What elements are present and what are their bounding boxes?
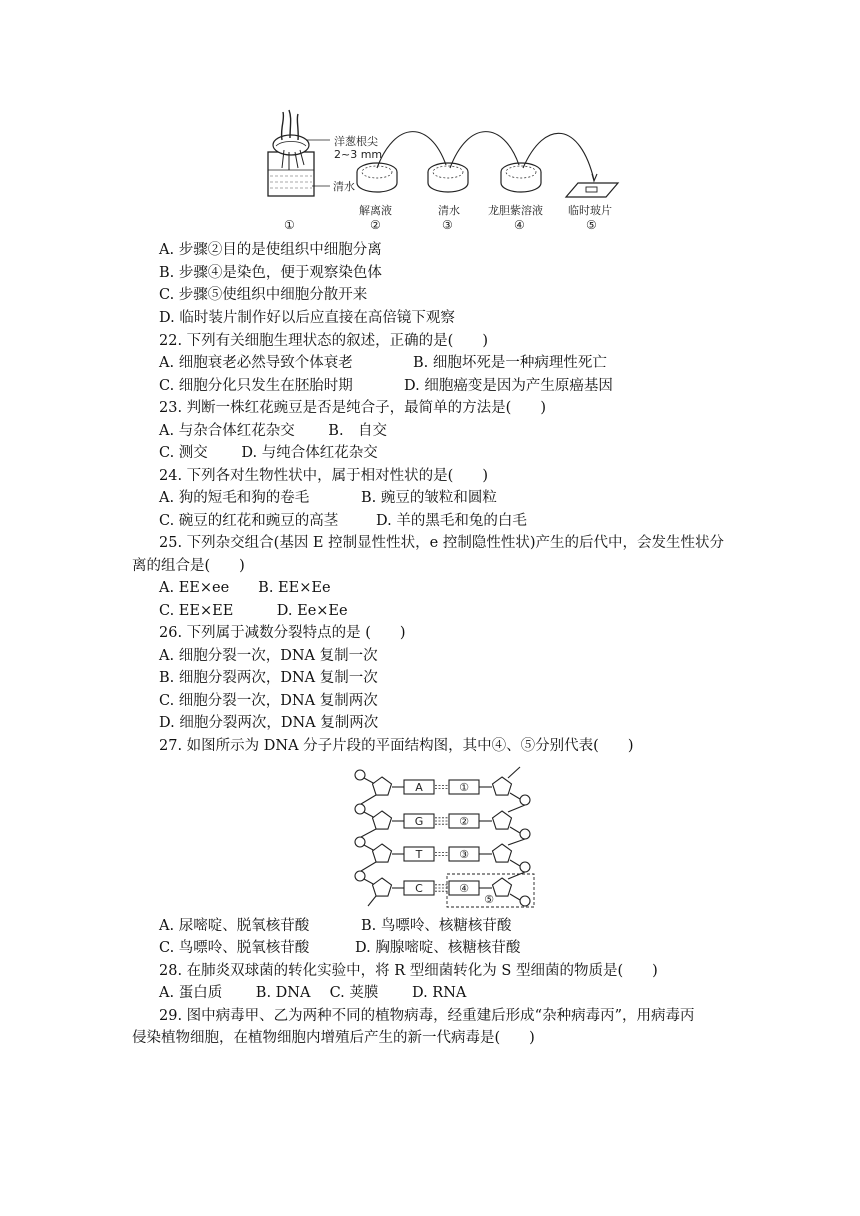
q26-stem: 26. 下列属于减数分裂特点的是 ( ) xyxy=(159,625,406,641)
deoxyribose-pentagon xyxy=(373,844,392,862)
phosphate-circle xyxy=(520,829,530,839)
deoxyribose-pentagon xyxy=(373,777,392,795)
q29-stem-line1: 29. 图中病毒甲、乙为两种不同的植物病毒，经重建后形成“杂种病毒丙”，用病毒丙 xyxy=(159,1008,695,1024)
phosphate-circle xyxy=(355,770,365,780)
q28-stem: 28. 在肺炎双球菌的转化实验中，将 R 型细菌转化为 S 型细菌的物质是( ) xyxy=(159,963,658,979)
q26-option-a: A. 细胞分裂一次，DNA 复制一次 xyxy=(159,648,378,664)
q22-option-a: A. 细胞衰老必然导致个体衰老 xyxy=(159,355,353,371)
q24-option-a: A. 狗的短毛和狗的卷毛 xyxy=(159,490,310,506)
q25-options-row2: C. EE×EE D. Ee×Ee xyxy=(159,603,348,619)
deoxyribose-pentagon xyxy=(373,811,392,829)
phosphate-circle xyxy=(355,804,365,814)
q22-option-b: B. 细胞坏死是一种病理性死亡 xyxy=(413,355,607,371)
q26-option-d: D. 细胞分裂两次，DNA 复制两次 xyxy=(159,715,379,731)
q25-stem-line1: 25. 下列杂交组合(基因 E 控制显性性状，e 控制隐性性状)产生的后代中，会发生性状分 xyxy=(159,535,724,551)
step2-number: ② xyxy=(370,218,381,232)
q22-stem: 22. 下列有关细胞生理状态的叙述，正确的是( ) xyxy=(159,333,488,349)
base-letter: T xyxy=(415,848,423,861)
q24-option-c: C. 碗豆的红花和豌豆的高茎 xyxy=(159,513,339,529)
deoxyribose-pentagon xyxy=(493,878,512,896)
q22-option-d: D. 细胞癌变是因为产生原癌基因 xyxy=(404,378,613,394)
q24-option-d: D. 羊的黑毛和兔的白毛 xyxy=(376,513,527,529)
root-length-label: 2~3 mm xyxy=(334,148,383,161)
dna-base-pair-row xyxy=(355,770,530,812)
q25-options-row1: A. EE×ee B. EE×Ee xyxy=(159,580,331,596)
onion-root-procedure-figure xyxy=(0,0,860,240)
deoxyribose-pentagon xyxy=(493,777,512,795)
petri-dish-icon xyxy=(428,163,468,192)
petri-dish-icon xyxy=(501,163,541,192)
q24-stem: 24. 下列各对生物性状中，属于相对性状的是( ) xyxy=(159,468,488,484)
q26-option-b: B. 细胞分裂两次，DNA 复制一次 xyxy=(159,670,378,686)
q27-option-c: C. 鸟嘌呤、脱氧核苷酸 xyxy=(159,940,310,956)
nucleotide-number-label: ⑤ xyxy=(484,893,494,906)
base-number-label: ① xyxy=(459,781,469,794)
q22-option-c: C. 细胞分化只发生在胚胎时期 xyxy=(159,378,353,394)
q28-options: A. 蛋白质 B. DNA C. 荚膜 D. RNA xyxy=(159,985,467,1001)
q29-stem-line2: 侵染植物细胞，在植物细胞内增殖后产生的新一代病毒是( ) xyxy=(132,1030,535,1046)
transfer-arrow-icon xyxy=(377,132,446,168)
q23-stem: 23. 判断一株红花豌豆是否是纯合子，最简单的方法是( ) xyxy=(159,400,546,416)
phosphate-circle xyxy=(355,837,365,847)
beaker-with-onion-icon xyxy=(268,110,330,196)
q27-stem: 27. 如图所示为 DNA 分子片段的平面结构图，其中④、⑤分别代表( ) xyxy=(159,738,634,754)
q25-stem-line2: 离的组合是( ) xyxy=(132,558,245,574)
phosphate-circle xyxy=(520,896,530,906)
q21-option-a: A. 步骤②目的是使组织中细胞分离 xyxy=(159,242,382,258)
phosphate-circle xyxy=(355,871,365,881)
step2-label: 解离液 xyxy=(359,204,392,217)
q21-option-d: D. 临时装片制作好以后应直接在高倍镜下观察 xyxy=(159,310,455,326)
q26-option-c: C. 细胞分裂一次，DNA 复制两次 xyxy=(159,693,378,709)
base-number-label: ③ xyxy=(459,848,469,861)
dna-base-pair-row xyxy=(355,871,530,906)
step4-label: 龙胆紫溶液 xyxy=(488,204,543,217)
dna-base-pair-row xyxy=(355,837,530,879)
beaker-water-label: 清水 xyxy=(333,180,355,193)
step5-label: 临时玻片 xyxy=(568,204,612,217)
glass-slide-icon xyxy=(566,183,618,197)
deoxyribose-pentagon xyxy=(493,811,512,829)
base-number-label: ② xyxy=(459,815,469,828)
q21-option-c: C. 步骤⑤使组织中细胞分散开来 xyxy=(159,287,368,303)
dna-base-pair-row xyxy=(355,804,530,845)
base-letter: C xyxy=(415,882,423,895)
q27-option-a: A. 尿嘧啶、脱氧核苷酸 xyxy=(159,918,310,934)
step4-number: ④ xyxy=(514,218,525,232)
step5-number: ⑤ xyxy=(586,218,597,232)
step3-number: ③ xyxy=(442,218,453,232)
q23-options-row2: C. 测交 D. 与纯合体红花杂交 xyxy=(159,445,378,461)
q27-option-d: D. 胸腺嘧啶、核糖核苷酸 xyxy=(355,940,521,956)
q24-option-b: B. 豌豆的皱粒和圆粒 xyxy=(361,490,497,506)
deoxyribose-pentagon xyxy=(373,878,392,896)
base-number-label: ④ xyxy=(459,882,469,895)
phosphate-circle xyxy=(520,862,530,872)
q27-option-b: B. 鸟嘌呤、核糖核苷酸 xyxy=(361,918,512,934)
deoxyribose-pentagon xyxy=(493,844,512,862)
step3-label: 清水 xyxy=(438,204,460,217)
q21-option-b: B. 步骤④是染色，便于观察染色体 xyxy=(159,265,382,281)
base-letter: A xyxy=(415,781,423,794)
transfer-arrow-icon xyxy=(450,132,519,168)
root-tip-label: 洋葱根尖 xyxy=(334,135,378,148)
step1-number: ① xyxy=(284,218,295,232)
phosphate-circle xyxy=(520,795,530,805)
dna-structure-diagram xyxy=(0,754,860,914)
base-letter: G xyxy=(414,815,424,828)
q23-options-row1: A. 与杂合体红花杂交 B. 自交 xyxy=(159,423,388,439)
